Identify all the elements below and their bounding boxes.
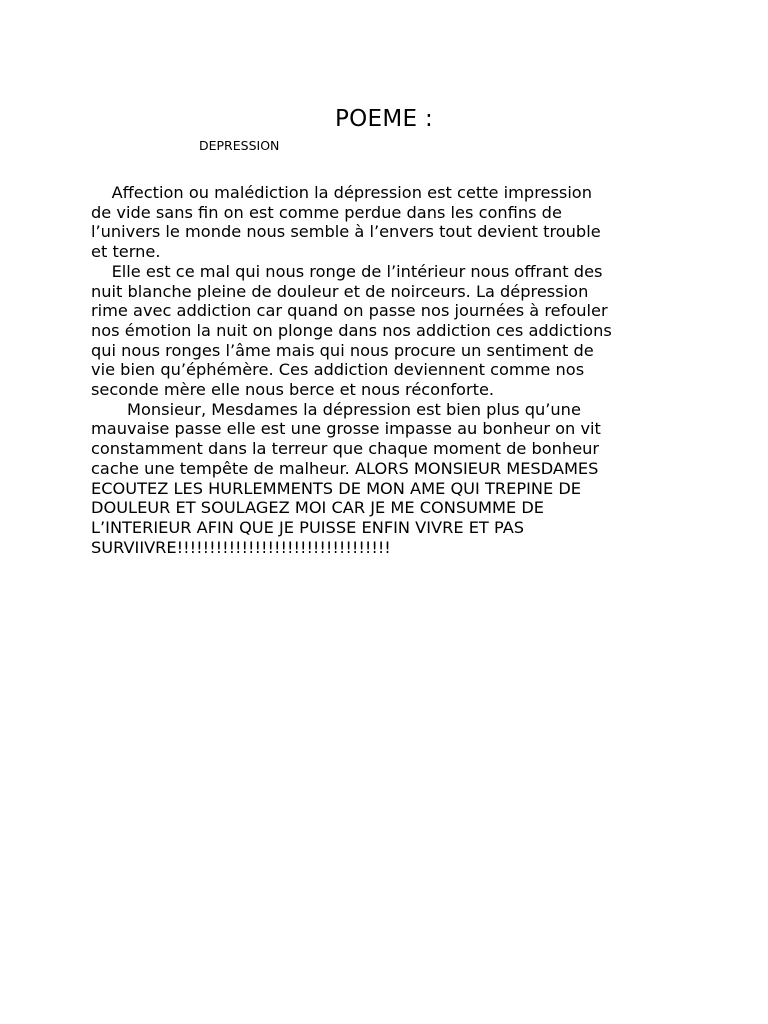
poem-body bbox=[91, 183, 691, 557]
poem-line: qui nous ronges l’âme mais qui nous procure un sentiment de bbox=[91, 340, 594, 360]
poem-title: POEME : bbox=[334, 106, 434, 132]
poem-line: nuit blanche pleine de douleur et de noirceurs. La dépression bbox=[91, 281, 589, 301]
poem-line: SURVIIVRE!!!!!!!!!!!!!!!!!!!!!!!!!!!!!!!!! bbox=[91, 537, 391, 557]
poem-line: rime avec addiction car quand on passe nos journées à refouler bbox=[91, 301, 608, 321]
poem-line: seconde mère elle nous berce et nous réconforte. bbox=[91, 380, 495, 400]
poem-line: l’univers le monde nous semble à l’envers tout devient trouble bbox=[91, 222, 601, 242]
poem-line: de vide sans fin on est comme perdue dans les confins de bbox=[91, 202, 562, 222]
poem-line: cache une tempête de malheur. ALORS MONSIEUR MESDAMES bbox=[91, 458, 599, 478]
poem-line: L’INTERIEUR AFIN QUE JE PUISSE ENFIN VIVRE ET PAS bbox=[91, 517, 525, 537]
poem-subtitle: DEPRESSION bbox=[199, 138, 280, 153]
poem-line: constamment dans la terreur que chaque moment de bonheur bbox=[91, 439, 600, 459]
poem-line: nos émotion la nuit on plonge dans nos addiction ces addictions bbox=[91, 320, 612, 340]
poem-line: et terne. bbox=[91, 242, 161, 262]
poem-line: vie bien qu’éphémère. Ces addiction deviennent comme nos bbox=[91, 360, 585, 380]
poem-line: mauvaise passe elle est une grosse impasse au bonheur on vit bbox=[91, 419, 601, 439]
poem-line: Affection ou malédiction la dépression est cette impression bbox=[91, 183, 592, 202]
poem-line: ECOUTEZ LES HURLEMMENTS DE MON AME QUI TREPINE DE bbox=[91, 478, 582, 498]
poem-line: Monsieur, Mesdames la dépression est bien plus qu’une bbox=[91, 399, 581, 419]
poem-line: Elle est ce mal qui nous ronge de l’intérieur nous offrant des bbox=[91, 261, 603, 281]
poem-line: DOULEUR ET SOULAGEZ MOI CAR JE ME CONSUMME DE bbox=[91, 498, 545, 518]
